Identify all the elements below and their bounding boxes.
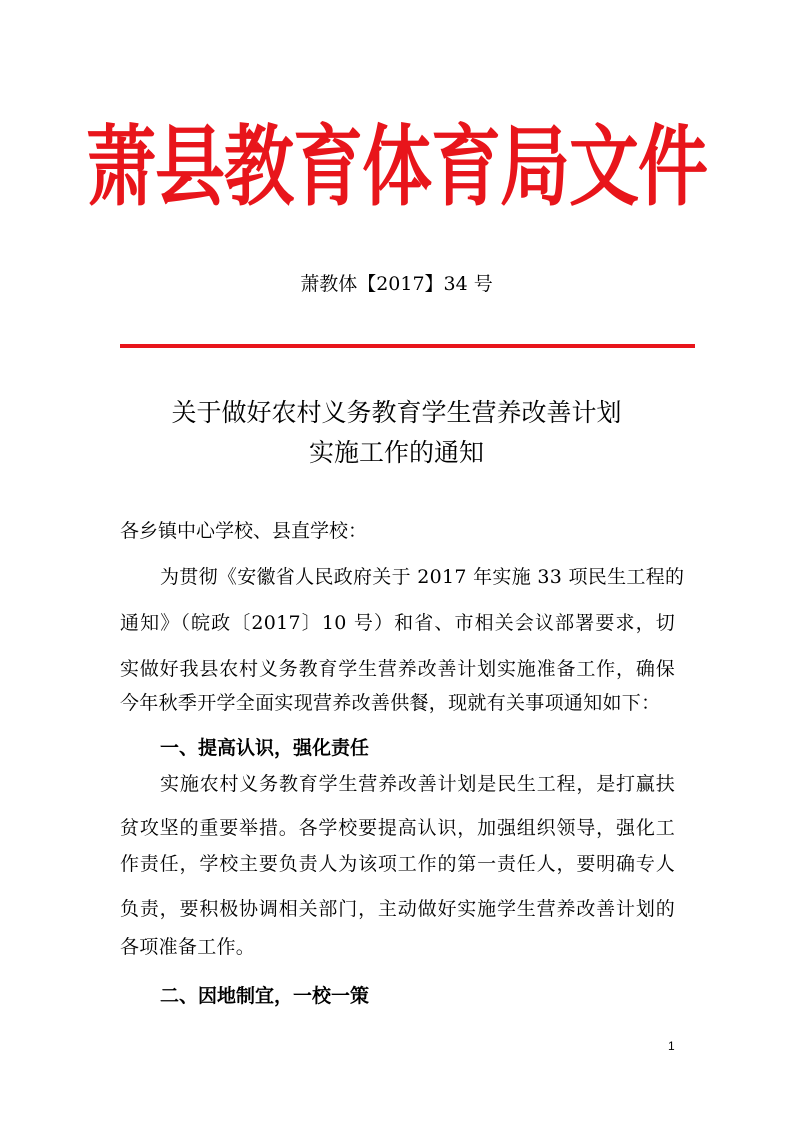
section-1-line: 各项准备工作。 [120,936,256,958]
salutation: 各乡镇中心学校、县直学校： [120,520,368,542]
intro-line: 实做好我县农村义务教育学生营养改善计划实施准备工作，确保 [120,658,675,680]
document-header-title: 萧县教育体育局文件 [86,115,707,219]
section-1-line: 实施农村义务教育学生营养改善计划是民生工程，是打赢扶 [160,773,675,795]
red-separator-line [120,344,695,348]
page-number: 1 [668,1039,675,1053]
section-2-heading: 二、因地制宜，一校一策 [160,985,370,1007]
intro-line: 今年秋季开学全面实现营养改善供餐，现就有关事项通知如下： [120,692,661,714]
intro-line: 通知》（皖政〔2017〕10 号）和省、市相关会议部署要求，切 [120,612,675,634]
document-number: 萧教体【2017】34 号 [300,273,493,295]
section-1-line: 负责，要积极协调相关部门，主动做好实施学生营养改善计划的 [120,898,675,920]
intro-line: 为贯彻《安徽省人民政府关于 2017 年实施 33 项民生工程的 [160,566,685,588]
notice-title [0,393,793,473]
notice-title-line-2: 实施工作的通知 [308,438,484,467]
section-1-line: 作责任，学校主要负责人为该项工作的第一责任人，要明确专人 [120,853,675,875]
section-1-line: 贫攻坚的重要举措。各学校要提高认识，加强组织领导，强化工 [120,817,675,839]
section-1-heading: 一、提高认识，强化责任 [160,737,370,759]
notice-title-line-1: 关于做好农村义务教育学生营养改善计划 [171,398,622,427]
